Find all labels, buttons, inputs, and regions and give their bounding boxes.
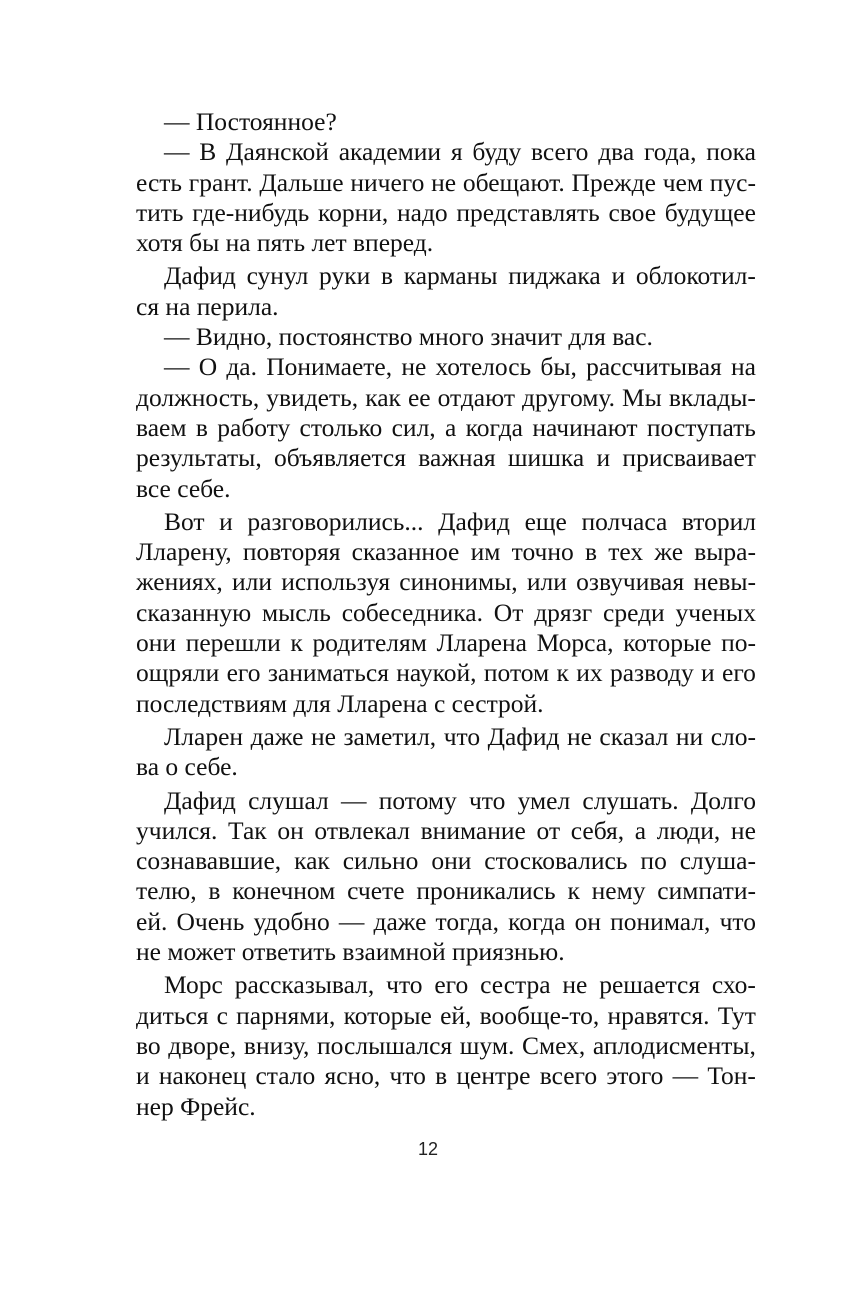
text-line: жениях, или используя синонимы, или озвучивая невы- xyxy=(136,567,756,597)
text-line: ва о себе. xyxy=(136,752,238,782)
text-line: учился. Так он отвлекал внимание от себя, а люди, не xyxy=(136,815,756,845)
text-line: не может ответить взаимной приязнью. xyxy=(136,937,565,967)
text-line: должность, увидеть, как ее отдают другому. Мы вклады- xyxy=(136,382,756,412)
text-line: Дафид сунул руки в карманы пиджака и облокотил- xyxy=(164,261,756,291)
text-line: — О да. Понимаете, не хотелось бы, рассчитывая на xyxy=(164,352,756,382)
text-line: хотя бы на пять лет вперед. xyxy=(136,228,434,258)
text-line: есть грант. Дальше ничего не обещают. Прежде чем пус- xyxy=(136,167,756,197)
text-line: — Видно, постоянство много значит для вас. xyxy=(164,322,653,352)
text-line: ся на перила. xyxy=(136,291,279,321)
text-line: результаты, объявляется важная шишка и присваивает xyxy=(136,443,756,473)
text-line: Лларен даже не заметил, что Дафид не сказал ни сло- xyxy=(164,721,756,751)
text-line: и наконец стало ясно, что в центре всего этого — Тон- xyxy=(136,1061,756,1091)
text-line: Морс рассказывал, что его сестра не решается схо- xyxy=(164,970,756,1000)
text-line: диться с парнями, которые ей, вообще-то, нравятся. Тут xyxy=(136,1000,756,1030)
text-line: Вот и разговорились... Дафид еще полчаса вторил xyxy=(164,506,756,536)
text-line: во дворе, внизу, послышался шум. Смех, аплодисменты, xyxy=(136,1030,756,1060)
text-line: сознававшие, как сильно они стосковались по слуша- xyxy=(136,846,756,876)
page-number: 12 xyxy=(417,1139,439,1159)
text-line: последствиям для Лларена с сестрой. xyxy=(136,688,544,718)
text-line: телю, в конечном счете проникались к нему симпати- xyxy=(136,876,756,906)
text-line: все себе. xyxy=(136,473,231,503)
text-line: ей. Очень удобно — даже тогда, когда он понимал, что xyxy=(136,906,756,936)
text-line: ваем в работу столько сил, а когда начинают поступать xyxy=(136,412,756,442)
text-line: тить где-нибудь корни, надо представлять свое будущее xyxy=(136,197,756,227)
text-line: они перешли к родителям Лларена Морса, которые по- xyxy=(136,628,756,658)
text-line: ощряли его заниматься наукой, потом к их разводу и его xyxy=(136,658,756,688)
text-line: — Постоянное? xyxy=(164,107,337,136)
text-line: сказанную мысль собеседника. От дрязг среди ученых xyxy=(136,597,756,627)
text-line: нер Фрейс. xyxy=(136,1091,256,1121)
text-line: Дафид слушал — потому что умел слушать. Долго xyxy=(164,785,756,815)
text-line: — В Даянской академии я буду всего два года, пока xyxy=(164,137,756,167)
book-page-text xyxy=(136,107,756,1122)
text-line: Лларену, повторяя сказанное им точно в тех же выра- xyxy=(136,537,756,567)
